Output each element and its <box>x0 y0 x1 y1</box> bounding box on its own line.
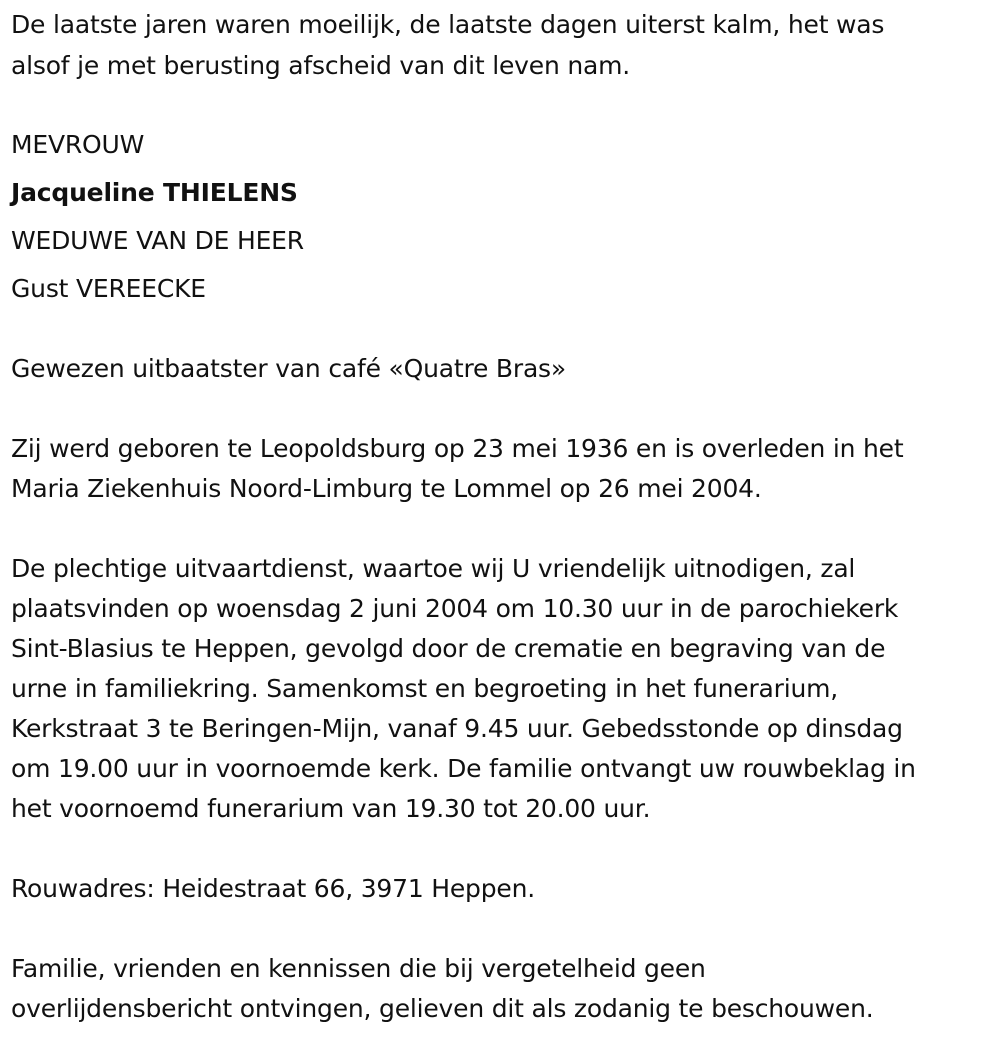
opening-line-1: De laatste jaren waren moeilijk, de laatste dagen uiterst kalm, het was <box>11 10 885 39</box>
honorific-title: MEVROUW <box>11 130 145 159</box>
occupation-line: Gewezen uitbaatster van café «Quatre Bras» <box>11 354 566 383</box>
mourning-address: Rouwadres: Heidestraat 66, 3971 Heppen. <box>11 874 535 903</box>
funeral-line-3: Sint-Blasius te Heppen, gevolgd door de crematie en begraving van de <box>11 634 886 663</box>
opening-line-2: alsof je met berusting afscheid van dit leven nam. <box>11 51 631 80</box>
birth-death-line-1: Zij werd geboren te Leopoldsburg op 23 mei 1936 en is overleden in het <box>11 434 904 463</box>
funeral-line-1: De plechtige uitvaartdienst, waartoe wij U vriendelijk uitnodigen, zal <box>11 554 856 583</box>
closing-line-2: overlijdensbericht ontvingen, gelieven dit als zodanig te beschouwen. <box>11 994 874 1023</box>
funeral-line-4: urne in familiekring. Samenkomst en begroeting in het funerarium, <box>11 674 839 703</box>
funeral-line-7: het voornoemd funerarium van 19.30 tot 20.00 uur. <box>11 794 651 823</box>
funeral-line-2: plaatsvinden op woensdag 2 juni 2004 om 10.30 uur in de parochiekerk <box>11 594 899 623</box>
birth-death-line-2: Maria Ziekenhuis Noord-Limburg te Lommel op 26 mei 2004. <box>11 474 762 503</box>
funeral-line-6: om 19.00 uur in voornoemde kerk. De familie ontvangt uw rouwbeklag in <box>11 754 916 783</box>
deceased-name: Jacqueline THIELENS <box>11 178 298 207</box>
spouse-name: Gust VEREECKE <box>11 274 206 303</box>
funeral-line-5: Kerkstraat 3 te Beringen-Mijn, vanaf 9.45 uur. Gebedsstonde op dinsdag <box>11 714 903 743</box>
closing-line-1: Familie, vrienden en kennissen die bij vergetelheid geen <box>11 954 706 983</box>
relation-line: WEDUWE VAN DE HEER <box>11 226 304 255</box>
